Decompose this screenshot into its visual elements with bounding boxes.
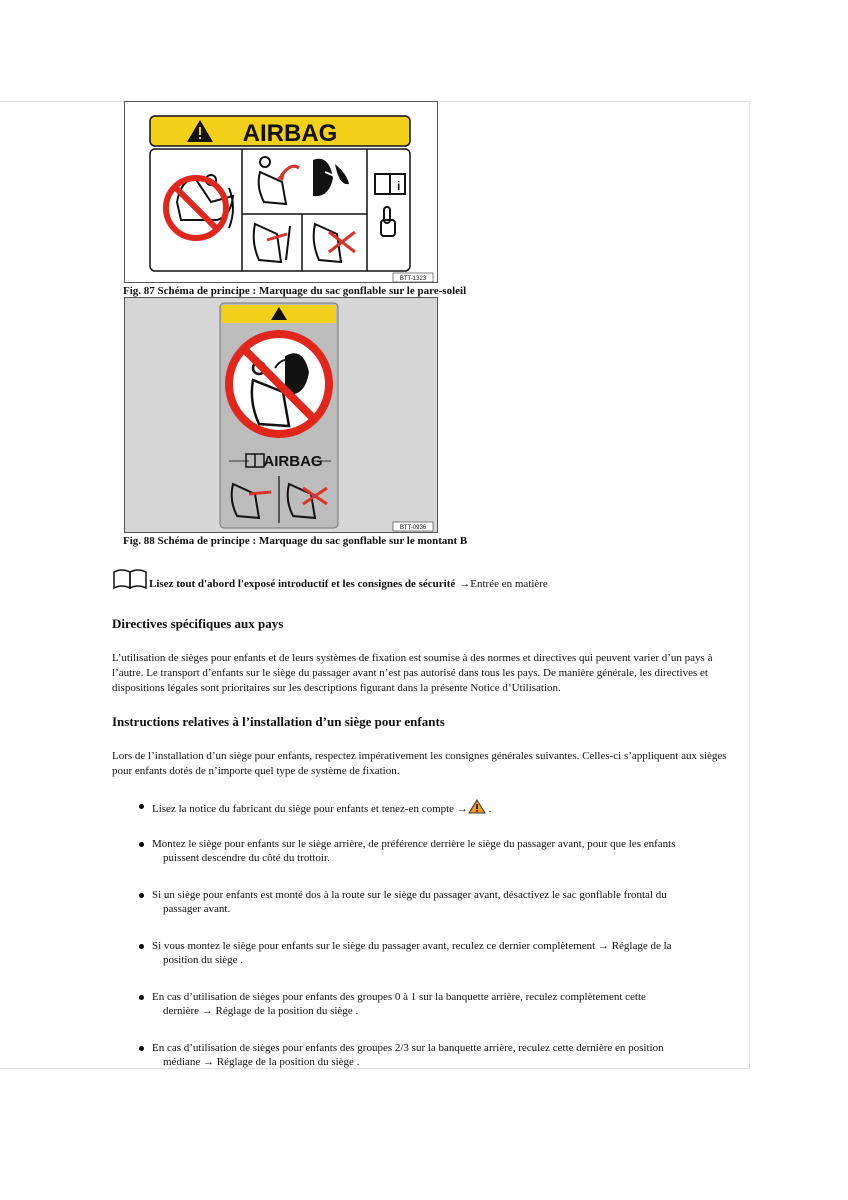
- read-first-text: Lisez tout d'abord l'exposé introductif et les consignes de sécurité: [149, 578, 456, 590]
- list-item: Si un siège pour enfants est monté dos à la route sur le siège du passager avant, désactivez le sac gonflable frontal du passager avant.: [152, 888, 737, 916]
- list-item: Montez le siège pour enfants sur le siège arrière, de préférence derrière le siège du passager avant, pour que les enfants puissent descendre du côté du trottoir.: [152, 837, 737, 865]
- airbag-label-illustration: [125, 102, 437, 282]
- section-heading: Instructions relatives à l’installation d’un siège pour enfants: [112, 714, 445, 729]
- figure-b-pillar-label: [124, 297, 438, 533]
- list-item: En cas d’utilisation de sièges pour enfants des groupes 2/3 sur la banquette arrière, reculez cette dernière en position médiane → Réglage de la position du siège .: [152, 1041, 737, 1069]
- figure-caption: Fig. 87 Schéma de principe : Marquage du sac gonflable sur le pare-soleil: [123, 285, 467, 297]
- figure-caption: Fig. 88 Schéma de principe : Marquage du sac gonflable sur le montant B: [123, 535, 468, 547]
- airbag-pillar-illustration: [125, 298, 437, 532]
- figure-sun-visor-label: [124, 101, 438, 283]
- section-heading: Directives spécifiques aux pays: [112, 616, 284, 631]
- figure-code: BTT-0936: [399, 525, 427, 531]
- intro-link[interactable]: →Entrée en matière: [459, 578, 548, 590]
- section-paragraph: Lors de l’installation d’un siège pour enfants, respectez impérativement les consignes générales suivantes. Celles-ci s’appliquent aux sièges pour enfants dotés de n’importe quel type de système de fixation.: [112, 750, 727, 777]
- manual-book-icon: [112, 568, 149, 590]
- airbag-title: AIRBAG: [242, 120, 338, 147]
- list-item: En cas d’utilisation de sièges pour enfants des groupes 0 à 1 sur la banquette arrière, reculez complètement cette dernière → Réglage de la position du siège .: [152, 990, 737, 1018]
- list-item: Si vous montez le siège pour enfants sur le siège du passager avant, reculez ce dernier complètement → Réglage de la position du siège .: [152, 939, 737, 967]
- section-paragraph: L’utilisation de sièges pour enfants et de leurs systèmes de fixation est soumise à des normes et directives qui peuvent varier d’un pays à l’autre. Le transport d’enfants sur le siège du passager avant n’est pas autorisé dans tous les pays. De manière générale, les directives et dispositions légales sont prioritaires sur les descriptions figurant dans la présente Notice d’Utilisation.: [112, 652, 713, 694]
- figure-code: BTT-1323: [399, 276, 427, 282]
- read-first-note: [112, 568, 548, 590]
- airbag-title: AIRBAG: [263, 453, 323, 470]
- list-item: Lisez la notice du fabricant du siège pour enfants et tenez-en compte → .: [152, 799, 737, 816]
- warning-triangle-icon[interactable]: [468, 799, 486, 814]
- svg-text:i: i: [397, 179, 401, 193]
